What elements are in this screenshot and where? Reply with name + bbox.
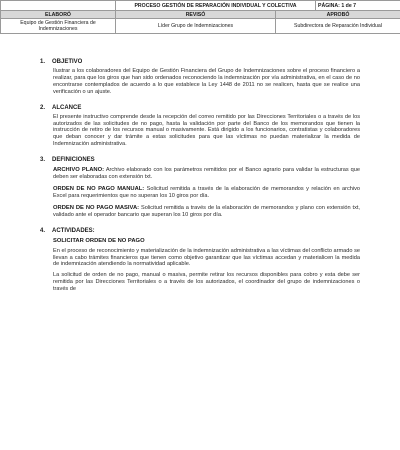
section-heading: 4. ACTIVIDADES: bbox=[40, 227, 95, 234]
reviso-value: Líder Grupo de Indemnizaciones bbox=[116, 19, 276, 34]
document-body bbox=[40, 58, 360, 293]
elaboro-value: Equipo de Gestión Financiera de Indemnizaciones bbox=[1, 19, 116, 34]
page-number: PÁGINA: 1 de 7 bbox=[316, 1, 400, 11]
definition-item: ORDEN DE NO PAGO MANUAL: Solicitud remitida a través de la elaboración de memorandos y relación en archivo Excel para requerimientos que no superan los 10 giros por día. bbox=[53, 185, 360, 199]
elaboro-label: ELABORÓ bbox=[1, 11, 116, 19]
section-actividades bbox=[40, 227, 360, 293]
aprobo-label: APROBÓ bbox=[276, 11, 400, 19]
subsection-heading: SOLICITAR ORDEN DE NO PAGO bbox=[53, 237, 145, 244]
section-heading: 1. OBJETIVO bbox=[40, 59, 83, 65]
actividades-paragraph: En el proceso de reconocimiento y materialización de la indemnización administrativa a las víctimas del conflicto armado se llevan a cabo trámites financieros que tienen como objetivo garantizar que las víctimas accedan y materialicen la medida de indemnización atendiendo la normatividad aplicable. bbox=[53, 247, 360, 268]
section-objetivo bbox=[40, 58, 360, 96]
process-title: PROCESO GESTIÓN DE REPARACIÓN INDIVIDUAL Y COLECTIVA bbox=[116, 1, 316, 11]
definition-item: ORDEN DE NO PAGO MASIVA: Solicitud remitida a través de la elaboración de memorandos y plano con extensión txt, validado ante el operador bancario que superan los 10 giros por día. bbox=[53, 204, 360, 218]
section-heading: 2. ALCANCE bbox=[40, 104, 82, 111]
actividades-paragraph: La solicitud de orden de no pago, manual o masiva, permite retirar los recursos disponibles para cobro y esta debe ser remitida por las Direcciones Territoriales o a través de los autorizados, el coordinador del grupo de indemnizaciones o través de bbox=[53, 272, 360, 293]
section-heading: 3. DEFINICIONES bbox=[40, 157, 95, 164]
definition-item: ARCHIVO PLANO: Archivo elaborado con los parámetros remitidos por el Banco agrario para validar la estructuras que deben ser elaboradas con extensión txt. bbox=[53, 167, 360, 181]
alcance-text: El presente instructivo comprende desde la recepción del correo remitido por las Direcciones Territoriales o a través de los autorizados de las solicitudes de no pago, hasta la validación por parte del Banco de los memorandos que tienen la instrucción de retiro de los recursos manual o masivamente. Está dirigido a los funcionarios, contratistas y colaboradores que deban conocer y dar trámite a estas solicitudes para que las víctimas no puedan materializar la medida de Indemnización administrativa. bbox=[53, 113, 360, 148]
header-logo-cell bbox=[1, 1, 116, 11]
document-header bbox=[0, 0, 400, 34]
reviso-label: REVISÓ bbox=[116, 11, 276, 19]
aprobo-value: Subdirectora de Reparación Individual bbox=[276, 19, 400, 34]
section-alcance bbox=[40, 104, 360, 149]
section-definiciones bbox=[40, 156, 360, 218]
objetivo-text: Ilustrar a los colaboradores del Equipo de Gestión Financiera del Grupo de Indemnizaciones sobre el proceso financiero a realizar, para que los giros que han sido ordenados reconociendo la indemnización por vía administrativa, en el caso de no encontrarse contemplados de acuerdo a lo que establece la Ley 1448 de 2011 no se realicen, hasta que se realice una verificación o un ajuste. bbox=[53, 68, 360, 95]
